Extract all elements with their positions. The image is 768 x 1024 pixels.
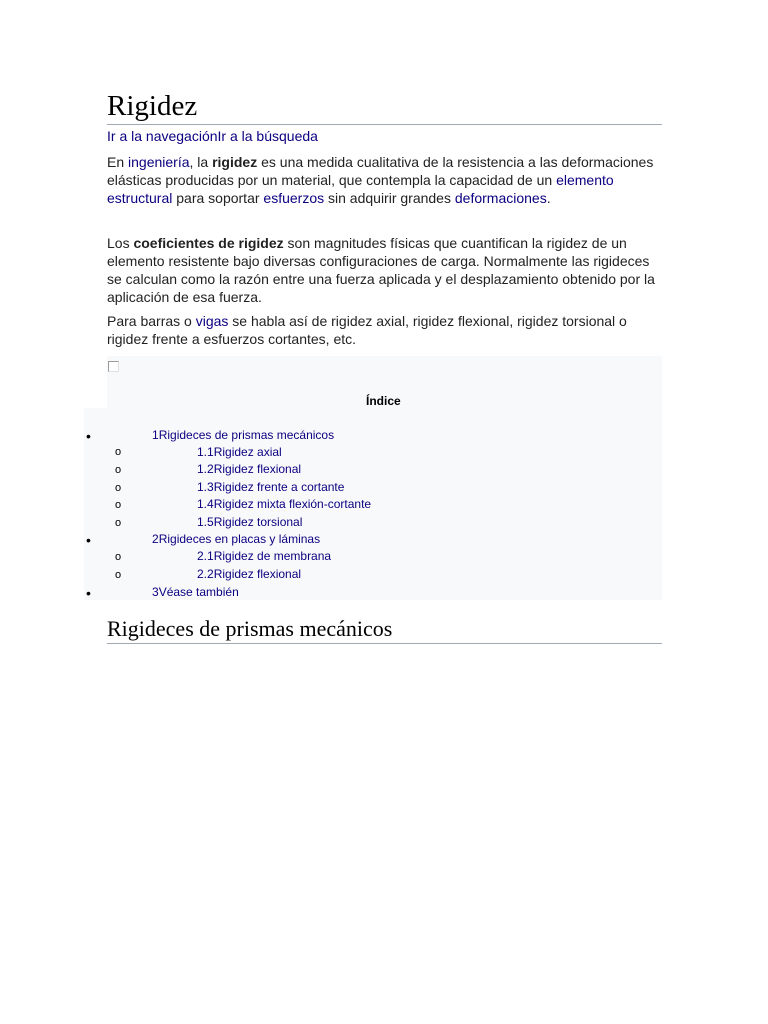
text: Los <box>107 235 134 251</box>
toc-link[interactable]: Rigidez de membrana <box>213 549 332 563</box>
text: Para barras o <box>107 313 196 329</box>
bold-term-rigidez: rigidez <box>212 154 258 170</box>
toc-link[interactable]: Rigidez axial <box>213 445 282 459</box>
toc-item-2[interactable] <box>152 531 320 547</box>
section-heading-prismas: Rigideces de prismas mecánicos <box>107 615 662 644</box>
page-title: Rigidez <box>107 88 662 125</box>
toc-link[interactable]: Rigidez flexional <box>213 462 302 476</box>
link-elemento-estructural[interactable]: elemento estructural <box>107 172 614 206</box>
link-ingenieria[interactable]: ingeniería <box>128 154 190 170</box>
jump-links <box>107 127 318 145</box>
toc-number: 1.5 <box>197 515 214 529</box>
toc-link[interactable]: Rigidez frente a cortante <box>213 480 345 494</box>
toc-number: 2 <box>152 532 159 546</box>
toc-number: 1.2 <box>197 462 214 476</box>
link-vigas[interactable]: vigas <box>195 313 229 329</box>
toc-item-1-4[interactable] <box>197 496 371 512</box>
toc-link[interactable]: Rigidez mixta flexión-cortante <box>213 497 372 511</box>
toc-item-3[interactable] <box>152 584 239 600</box>
beams-paragraph <box>107 312 667 348</box>
toc-number: 1.3 <box>197 480 214 494</box>
toc-link[interactable]: Véase también <box>158 585 239 599</box>
link-deformaciones[interactable]: deformaciones <box>454 190 547 206</box>
text: , la <box>189 154 213 170</box>
toc-number: 1.1 <box>197 445 214 459</box>
text: sin adquirir grandes <box>324 190 455 206</box>
toc-number: 2.1 <box>197 549 214 563</box>
toc-link[interactable]: Rigidez flexional <box>213 567 302 581</box>
jump-to-search-link[interactable]: Ir a la búsqueda <box>217 128 318 144</box>
toc-number: 3 <box>152 585 159 599</box>
toc-toggle-checkbox[interactable] <box>108 361 119 372</box>
toc-bullet-disc: • <box>86 428 91 444</box>
toc-bullet-disc: • <box>86 532 91 548</box>
text: para soportar <box>172 190 264 206</box>
toc-item-1[interactable] <box>152 427 334 443</box>
coefficients-paragraph <box>107 234 667 306</box>
toc-bullet-circle: o <box>115 464 122 476</box>
toc-number: 1.4 <box>197 497 214 511</box>
toc-bullet-circle: o <box>115 446 122 458</box>
text: se habla así de rigidez axial, rigidez flexional, rigidez torsional o rigidez frente a esfuerzos cortantes, etc. <box>107 313 627 347</box>
toc-item-2-1[interactable] <box>197 548 331 564</box>
toc-link[interactable]: Rigideces de prismas mecánicos <box>158 428 335 442</box>
toc-number: 2.2 <box>197 567 214 581</box>
text: En <box>107 154 129 170</box>
bold-term-coeficientes: coeficientes de rigidez <box>133 235 284 251</box>
toc-bullet-circle: o <box>115 551 122 563</box>
intro-paragraph <box>107 153 667 207</box>
toc-item-1-2[interactable] <box>197 461 301 477</box>
toc-bullet-circle: o <box>115 499 122 511</box>
toc-link[interactable]: Rigidez torsional <box>213 515 303 529</box>
toc-number: 1 <box>152 428 159 442</box>
toc-bullet-disc: • <box>86 585 91 601</box>
link-esfuerzos[interactable]: esfuerzos <box>263 190 325 206</box>
toc-item-1-1[interactable] <box>197 444 282 460</box>
toc-item-1-3[interactable] <box>197 479 344 495</box>
toc-link[interactable]: Rigideces en placas y láminas <box>158 532 321 546</box>
text: son magnitudes físicas que cuantifican la rigidez de un elemento resistente bajo diversas configuraciones de carga. Normalmente las rigideces se calculan como la razón entre una fuerza aplicada y el desplazamiento obtenido por la aplicación de esa fuerza. <box>107 235 655 305</box>
text: . <box>546 190 551 206</box>
toc-item-1-5[interactable] <box>197 514 302 530</box>
toc-title: Índice <box>366 394 401 408</box>
toc-bullet-circle: o <box>115 569 122 581</box>
toc-bullet-circle: o <box>115 482 122 494</box>
toc-item-2-2[interactable] <box>197 566 301 582</box>
text: es una medida cualitativa de la resistencia a las deformaciones elásticas producidas por un material, que contempla la capacidad de un <box>107 154 654 188</box>
toc-bullet-circle: o <box>115 517 122 529</box>
jump-to-navigation-link[interactable]: Ir a la navegación <box>107 128 218 144</box>
